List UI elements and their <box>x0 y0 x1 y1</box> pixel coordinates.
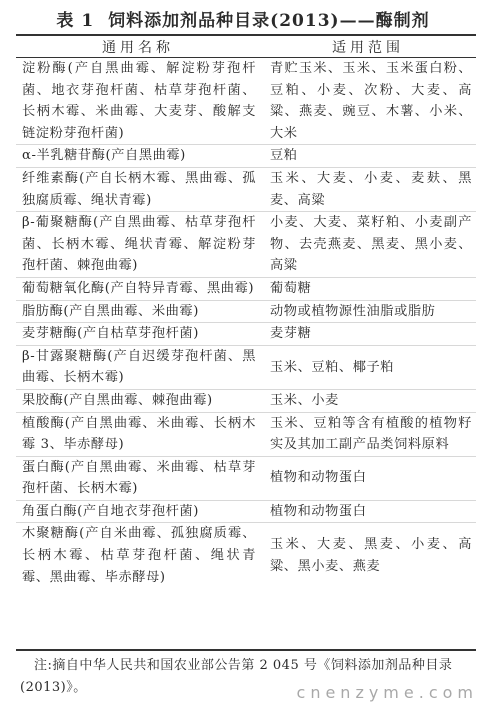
application-scope: 小麦、大麦、菜籽粕、小麦副产物、去壳燕麦、黑麦、黑小麦、高粱 <box>270 215 472 274</box>
table-header <box>16 36 476 57</box>
table-row <box>16 301 476 324</box>
application-scope: 玉米、大麦、小麦、麦麸、黑麦、高粱 <box>270 170 472 208</box>
application-scope: 玉米、小麦 <box>270 392 339 408</box>
header-name: 通用名称 <box>102 39 174 56</box>
table-row <box>16 390 476 413</box>
enzyme-name: 植酸酶(产自黑曲霉、米曲霉、长柄木霉 3、毕赤酵母) <box>22 415 256 453</box>
header-scope: 适用范围 <box>332 39 404 56</box>
enzyme-name: β-葡聚糖酶(产自黑曲霉、枯草芽孢杆菌、长柄木霉、绳状青霉、解淀粉芽孢杆菌、棘孢曲霉) <box>22 215 256 274</box>
table-row <box>16 457 476 501</box>
application-scope: 玉米、豆粕等含有植酸的植物籽实及其加工副产品类饲料原料 <box>270 415 472 453</box>
application-scope: 植物和动物蛋白 <box>270 503 367 519</box>
application-scope: 豆粕 <box>270 148 298 164</box>
enzyme-name: 果胶酶(产自黑曲霉、棘孢曲霉) <box>22 392 213 408</box>
table-row <box>16 346 476 390</box>
enzyme-name: 角蛋白酶(产自地衣芽孢杆菌) <box>22 503 199 519</box>
enzyme-name: 脂肪酶(产自黑曲霉、米曲霉) <box>22 303 199 319</box>
table-title-text: 饲料添加剂品种目录(2013)——酶制剂 <box>108 11 430 31</box>
enzyme-name: 麦芽糖酶(产自枯草芽孢杆菌) <box>22 326 199 342</box>
table-row <box>16 58 476 145</box>
application-scope: 青贮玉米、玉米、玉米蛋白粉、豆粕、小麦、次粉、大麦、高粱、燕麦、豌豆、木薯、小米、大米 <box>270 61 472 141</box>
enzyme-name: 葡萄糖氧化酶(产自特异青霉、黑曲霉) <box>22 280 255 296</box>
application-scope: 麦芽糖 <box>270 326 312 342</box>
application-scope: 玉米、豆粕、椰子粕 <box>270 359 395 375</box>
table-row <box>16 168 476 212</box>
table-row <box>16 501 476 524</box>
application-scope: 玉米、大麦、黑麦、小麦、高粱、黑小麦、燕麦 <box>270 537 472 574</box>
enzyme-name: 蛋白酶(产自黑曲霉、米曲霉、枯草芽孢杆菌、长柄木霉) <box>22 459 256 497</box>
enzyme-name: 淀粉酶(产自黑曲霉、解淀粉芽孢杆菌、地衣芽孢杆菌、枯草芽孢杆菌、长柄木霉、米曲霉、大麦芽、酸解支链淀粉芽孢杆菌) <box>22 61 256 141</box>
table-row <box>16 145 476 168</box>
enzyme-name: α-半乳糖苷酶(产自黑曲霉) <box>22 148 186 164</box>
enzyme-name: β-甘露聚糖酶(产自迟缓芽孢杆菌、黑曲霉、长柄木霉) <box>22 348 256 386</box>
application-scope: 动物或植物源性油脂或脂肪 <box>270 303 436 319</box>
table-row <box>16 212 476 278</box>
table-row <box>16 323 476 346</box>
application-scope: 植物和动物蛋白 <box>270 470 367 486</box>
table-title <box>0 6 486 31</box>
table-row <box>16 523 476 588</box>
site-watermark: cnenzyme.com <box>296 683 478 702</box>
table-footnote: 注:摘自中华人民共和国农业部公告第 2 045 号《饲料添加剂品种目录(2013)》。 <box>20 658 453 695</box>
table-row <box>16 413 476 457</box>
table-body <box>16 58 476 588</box>
enzyme-name: 木聚糖酶(产自米曲霉、孤独腐质霉、长柄木霉、枯草芽孢杆菌、绳状青霉、黑曲霉、毕赤酵母) <box>22 526 256 585</box>
table-row <box>16 278 476 301</box>
table-number: 表 1 <box>56 11 95 31</box>
application-scope: 葡萄糖 <box>270 280 312 296</box>
enzyme-name: 纤维素酶(产自长柄木霉、黑曲霉、孤独腐质霉、绳状青霉) <box>22 170 256 208</box>
bottom-rule <box>16 649 476 651</box>
